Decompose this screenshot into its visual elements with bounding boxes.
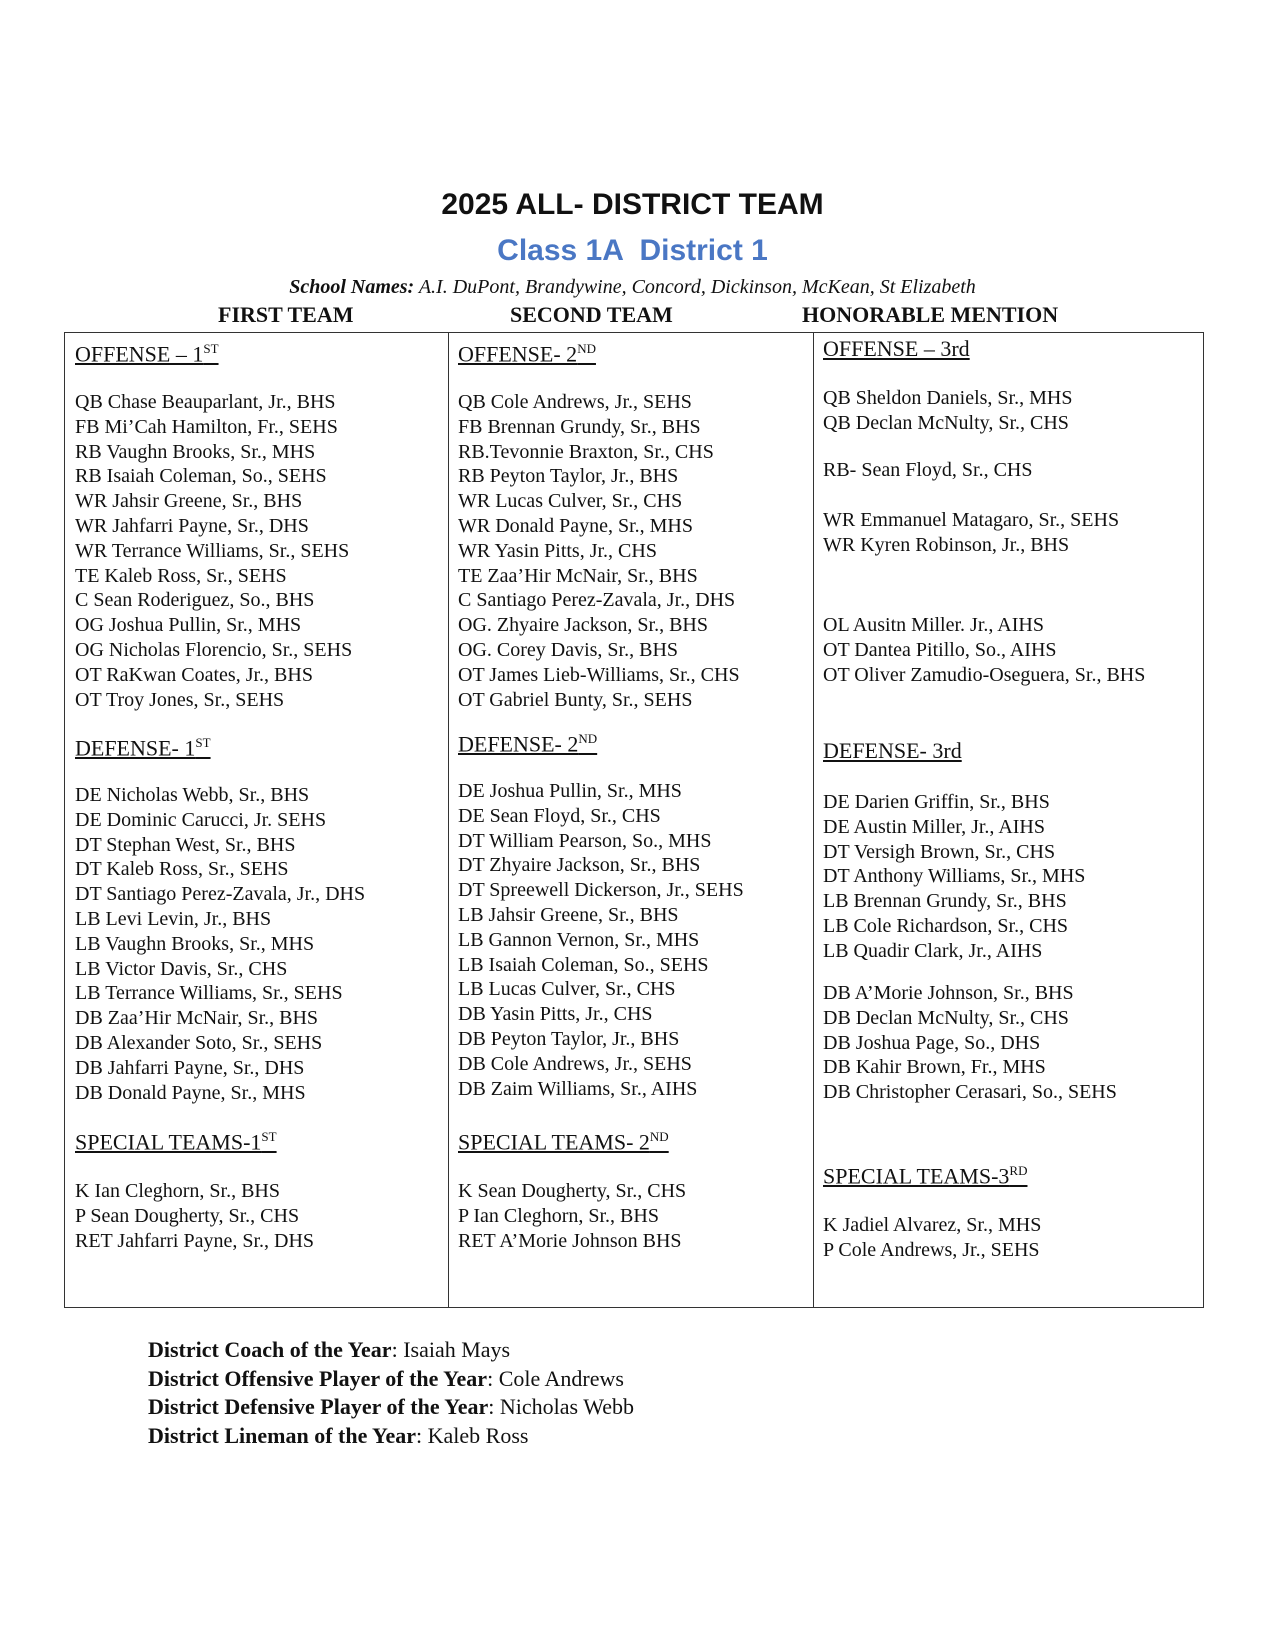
player-entry: K Jadiel Alvarez, Sr., MHS xyxy=(823,1214,1042,1236)
player-entry: DT Versigh Brown, Sr., CHS xyxy=(823,840,1056,863)
roster-table xyxy=(64,332,1204,1308)
player-entry: DT Zhyaire Jackson, Sr., BHS xyxy=(458,854,701,877)
player-entry: WR Lucas Culver, Sr., CHS xyxy=(458,490,683,513)
honorable-offense-heading: OFFENSE – 3rd xyxy=(823,336,970,361)
player-entry: WR Donald Payne, Sr., MHS xyxy=(458,515,693,537)
player-entry: OG Nicholas Florencio, Sr., SEHS xyxy=(75,639,353,661)
player-entry: P Cole Andrews, Jr., SEHS xyxy=(823,1238,1040,1261)
player-entry: DB Joshua Page, So., DHS xyxy=(823,1031,1041,1054)
player-entry: OT James Lieb-Williams, Sr., CHS xyxy=(458,663,740,686)
first-offense-heading: OFFENSE – 1ST xyxy=(75,341,219,367)
player-entry: P Ian Cleghorn, Sr., BHS xyxy=(458,1204,659,1227)
player-entry: DT Spreewell Dickerson, Jr., SEHS xyxy=(458,879,744,902)
player-entry: LB Victor Davis, Sr., CHS xyxy=(75,957,288,980)
column-divider xyxy=(813,333,814,1307)
player-entry: P Sean Dougherty, Sr., CHS xyxy=(75,1204,300,1227)
player-entry: QB Sheldon Daniels, Sr., MHS xyxy=(823,387,1073,409)
player-entry: OG. Corey Davis, Sr., BHS xyxy=(458,639,679,661)
award-separator: : xyxy=(391,1337,404,1362)
player-entry: LB Terrance Williams, Sr., SEHS xyxy=(75,982,343,1005)
player-entry: WR Emmanuel Matagaro, Sr., SEHS xyxy=(823,509,1120,531)
awards-list xyxy=(148,1336,634,1450)
player-entry: RB.Tevonnie Braxton, Sr., CHS xyxy=(458,440,714,463)
player-entry: C Sean Roderiguez, So., BHS xyxy=(75,589,315,612)
player-entry: LB Gannon Vernon, Sr., MHS xyxy=(458,928,700,951)
column-header-first-team: FIRST TEAM xyxy=(218,302,354,327)
player-entry: DE Nicholas Webb, Sr., BHS xyxy=(75,784,310,806)
player-entry: RB Peyton Taylor, Jr., BHS xyxy=(458,465,679,488)
player-entry: DB Cole Andrews, Jr., SEHS xyxy=(458,1052,692,1075)
player-entry: DB Alexander Soto, Sr., SEHS xyxy=(75,1032,323,1054)
player-entry: DB Donald Payne, Sr., MHS xyxy=(75,1081,306,1104)
award-separator: : xyxy=(487,1365,499,1391)
player-entry: WR Jahsir Greene, Sr., BHS xyxy=(75,490,303,513)
player-entry: WR Terrance Williams, Sr., SEHS xyxy=(75,539,350,562)
player-entry: DE Joshua Pullin, Sr., MHS xyxy=(458,780,682,802)
player-entry: QB Declan McNulty, Sr., CHS xyxy=(823,411,1069,434)
player-entry: RB Isaiah Coleman, So., SEHS xyxy=(75,465,327,488)
page-subtitle: Class 1A District 1 xyxy=(497,234,768,267)
player-entry: OL Ausitn Miller. Jr., AIHS xyxy=(823,614,1044,636)
player-entry: WR Yasin Pitts, Jr., CHS xyxy=(458,539,657,562)
award-row xyxy=(148,1393,634,1422)
player-entry: LB Isaiah Coleman, So., SEHS xyxy=(458,953,709,976)
player-entry: RB- Sean Floyd, Sr., CHS xyxy=(823,459,1033,481)
player-entry: DE Darien Griffin, Sr., BHS xyxy=(823,791,1050,813)
honorable-defense-heading: DEFENSE- 3rd xyxy=(823,738,962,763)
player-entry: OG Joshua Pullin, Sr., MHS xyxy=(75,614,302,637)
award-value: Cole Andrews xyxy=(498,1365,624,1391)
player-entry: DT Stephan West, Sr., BHS xyxy=(75,833,296,856)
player-entry: DB A’Morie Johnson, Sr., BHS xyxy=(823,982,1074,1004)
award-label: District Offensive Player of the Year xyxy=(148,1365,488,1391)
player-entry: WR Jahfarri Payne, Sr., DHS xyxy=(75,515,309,537)
first-special-teams-heading: SPECIAL TEAMS-1ST xyxy=(75,1129,277,1155)
award-label: District Defensive Player of the Year xyxy=(148,1394,489,1420)
column-header-second-team: SECOND TEAM xyxy=(510,302,673,327)
player-entry: OT Troy Jones, Sr., SEHS xyxy=(75,688,285,711)
award-separator: : xyxy=(416,1422,428,1448)
award-row xyxy=(148,1365,634,1394)
award-label: District Coach of the Year xyxy=(148,1337,392,1362)
second-offense-heading: OFFENSE- 2ND xyxy=(458,341,596,367)
second-special-teams-heading: SPECIAL TEAMS- 2ND xyxy=(458,1129,669,1155)
award-value: Isaiah Mays xyxy=(403,1337,511,1362)
player-entry: DE Austin Miller, Jr., AIHS xyxy=(823,815,1045,838)
player-entry: DE Dominic Carucci, Jr. SEHS xyxy=(75,808,327,831)
school-names-value: A.I. DuPont, Brandywine, Concord, Dickinson, McKean, St Elizabeth xyxy=(418,276,976,298)
player-entry: LB Levi Levin, Jr., BHS xyxy=(75,908,272,930)
player-entry: LB Quadir Clark, Jr., AIHS xyxy=(823,939,1043,962)
player-entry: OG. Zhyaire Jackson, Sr., BHS xyxy=(458,614,708,637)
player-entry: OT Dantea Pitillo, So., AIHS xyxy=(823,638,1057,661)
player-entry: K Ian Cleghorn, Sr., BHS xyxy=(75,1180,280,1202)
player-entry: DT Kaleb Ross, Sr., SEHS xyxy=(75,858,289,881)
player-entry: WR Kyren Robinson, Jr., BHS xyxy=(823,533,1070,556)
player-entry: DB Peyton Taylor, Jr., BHS xyxy=(458,1028,680,1050)
award-value: Kaleb Ross xyxy=(427,1422,529,1448)
player-entry: C Santiago Perez-Zavala, Jr., DHS xyxy=(458,589,736,612)
player-entry: FB Mi’Cah Hamilton, Fr., SEHS xyxy=(75,415,338,438)
second-defense-heading: DEFENSE- 2ND xyxy=(458,731,598,757)
award-label: District Lineman of the Year xyxy=(148,1422,417,1448)
player-entry: OT RaKwan Coates, Jr., BHS xyxy=(75,663,313,686)
player-entry: DT Anthony Williams, Sr., MHS xyxy=(823,865,1086,888)
award-separator: : xyxy=(488,1394,500,1420)
player-entry: K Sean Dougherty, Sr., CHS xyxy=(458,1180,687,1202)
award-row xyxy=(148,1422,634,1451)
player-entry: DB Christopher Cerasari, So., SEHS xyxy=(823,1081,1117,1104)
player-entry: QB Chase Beauparlant, Jr., BHS xyxy=(75,391,336,413)
school-names xyxy=(0,276,1265,299)
player-entry: DB Zaa’Hir McNair, Sr., BHS xyxy=(75,1007,319,1030)
player-entry: LB Vaughn Brooks, Sr., MHS xyxy=(75,932,315,955)
player-entry: LB Brennan Grundy, Sr., BHS xyxy=(823,890,1067,913)
player-entry: DB Yasin Pitts, Jr., CHS xyxy=(458,1003,653,1026)
player-entry: DT William Pearson, So., MHS xyxy=(458,829,712,852)
player-entry: RET Jahfarri Payne, Sr., DHS xyxy=(75,1229,315,1252)
school-names-label: School Names: xyxy=(289,276,415,298)
player-entry: QB Cole Andrews, Jr., SEHS xyxy=(458,391,692,413)
player-entry: LB Lucas Culver, Sr., CHS xyxy=(458,978,676,1001)
column-header-honorable-mention: HONORABLE MENTION xyxy=(802,302,1059,327)
player-entry: TE Kaleb Ross, Sr., SEHS xyxy=(75,564,287,587)
column-divider xyxy=(448,333,449,1307)
player-entry: DT Santiago Perez-Zavala, Jr., DHS xyxy=(75,883,366,906)
honorable-special-teams-heading: SPECIAL TEAMS-3RD xyxy=(823,1163,1028,1189)
player-entry: FB Brennan Grundy, Sr., BHS xyxy=(458,415,701,438)
player-entry: DB Jahfarri Payne, Sr., DHS xyxy=(75,1056,305,1079)
player-entry: OT Gabriel Bunty, Sr., SEHS xyxy=(458,688,693,711)
player-entry: DE Sean Floyd, Sr., CHS xyxy=(458,804,661,827)
player-entry: LB Jahsir Greene, Sr., BHS xyxy=(458,904,679,926)
page-title: 2025 ALL- DISTRICT TEAM xyxy=(441,188,824,221)
award-value: Nicholas Webb xyxy=(499,1394,634,1420)
player-entry: RB Vaughn Brooks, Sr., MHS xyxy=(75,440,316,463)
award-row xyxy=(148,1336,634,1365)
player-entry: DB Kahir Brown, Fr., MHS xyxy=(823,1056,1046,1079)
player-entry: DB Zaim Williams, Sr., AIHS xyxy=(458,1077,698,1100)
player-entry: LB Cole Richardson, Sr., CHS xyxy=(823,915,1069,937)
first-defense-heading: DEFENSE- 1ST xyxy=(75,735,211,761)
player-entry: OT Oliver Zamudio-Oseguera, Sr., BHS xyxy=(823,663,1146,686)
player-entry: TE Zaa’Hir McNair, Sr., BHS xyxy=(458,564,698,587)
player-entry: RET A’Morie Johnson BHS xyxy=(458,1229,682,1252)
player-entry: DB Declan McNulty, Sr., CHS xyxy=(823,1006,1069,1029)
